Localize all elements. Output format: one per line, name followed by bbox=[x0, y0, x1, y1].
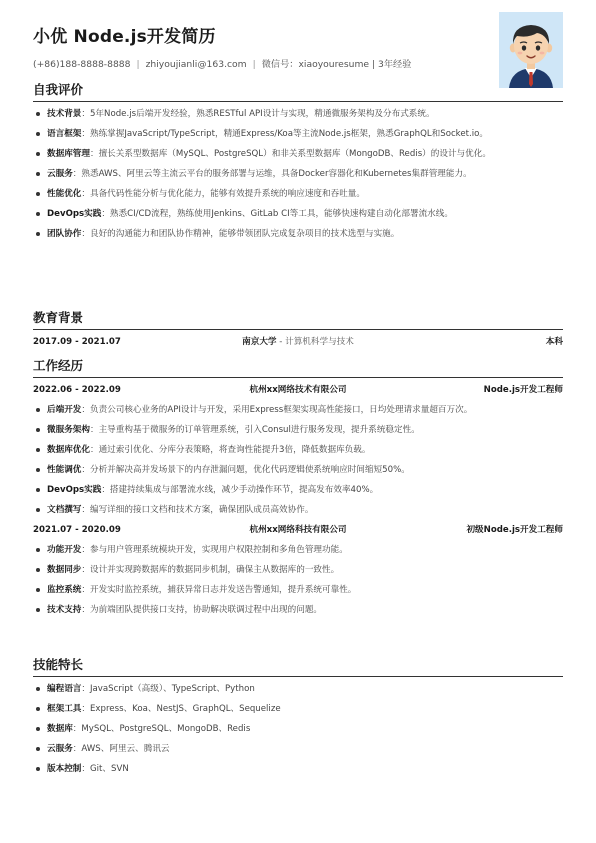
item-label: 团队协作 bbox=[47, 229, 82, 239]
item-label: 性能调优 bbox=[47, 465, 82, 475]
item-text: ：参与用户管理系统模块开发，实现用户权限控制和多角色管理功能。 bbox=[81, 545, 348, 555]
contact-info: (+86)188-8888-8888 | zhiyoujianli@163.com | 微信号：xiaoyouresume | 3年经验 bbox=[33, 59, 412, 70]
list-item bbox=[33, 543, 563, 558]
item-text: ：熟悉CI/CD流程，熟练使用Jenkins、GitLab CI等工具，能够快速构建自动化部署流水线。 bbox=[101, 209, 453, 219]
list-item bbox=[33, 147, 563, 162]
item-label: 数据库管理 bbox=[47, 149, 90, 159]
job-position: Node.js开发工程师 bbox=[483, 385, 563, 395]
item-label: 云服务 bbox=[47, 744, 73, 754]
list-item bbox=[33, 503, 563, 518]
section-title: 自我评价 bbox=[33, 80, 563, 102]
list-item bbox=[33, 127, 563, 142]
item-text: ：5年Node.js后端开发经验，熟悉RESTful API设计与实现，精通微服务架构及分布式系统。 bbox=[81, 109, 435, 119]
education-school-major bbox=[203, 335, 393, 349]
item-text: ：具备代码性能分析与优化能力，能够有效提升系统的响应速度和吞吐量。 bbox=[81, 189, 365, 199]
education-row bbox=[33, 335, 563, 349]
list-item bbox=[33, 463, 563, 478]
list-item bbox=[33, 682, 563, 697]
work-section bbox=[33, 356, 563, 623]
item-text: ：开发实时监控系统，捕获异常日志并发送告警通知，提升系统可靠性。 bbox=[81, 585, 357, 595]
item-label: DevOps实践 bbox=[47, 209, 102, 219]
job-position: 初级Node.js开发工程师 bbox=[466, 525, 563, 535]
item-text: ：负责公司核心业务的API设计与开发，采用Express框架实现高性能接口，日均处理请求量超百万次。 bbox=[81, 405, 473, 415]
item-text: ：主导重构基于微服务的订单管理系统，引入Consul进行服务发现，提升系统稳定性。 bbox=[89, 425, 420, 435]
item-label: DevOps实践 bbox=[47, 485, 102, 495]
job-date: 2021.07 - 2020.09 bbox=[33, 525, 121, 535]
school-name: 南京大学 bbox=[242, 337, 277, 347]
item-label: 微服务架构 bbox=[47, 425, 90, 435]
item-label: 技术背景 bbox=[47, 109, 82, 119]
education-degree: 本科 bbox=[545, 337, 563, 347]
item-text: ：MySQL、PostgreSQL、MongoDB、Redis bbox=[72, 724, 251, 734]
item-label: 版本控制 bbox=[47, 764, 82, 774]
list-item bbox=[33, 227, 563, 242]
job-company: 杭州xx网络技术有限公司 bbox=[249, 385, 347, 395]
section-title: 教育背景 bbox=[33, 308, 563, 330]
job-header bbox=[33, 383, 563, 397]
item-text: ：分析并解决高并发场景下的内存泄漏问题，优化代码逻辑使系统响应时间缩短50%。 bbox=[81, 465, 410, 475]
item-label: 性能优化 bbox=[47, 189, 82, 199]
list-item bbox=[33, 742, 563, 757]
item-text: ：熟练掌握JavaScript/TypeScript，精通Express/Koa等主流Node.js框架，熟悉GraphQL和Socket.io。 bbox=[81, 129, 488, 139]
item-label: 数据库优化 bbox=[47, 445, 90, 455]
list-item bbox=[33, 702, 563, 717]
list-item bbox=[33, 722, 563, 737]
item-text: ：搭建持续集成与部署流水线，减少手动操作环节，提高发布效率40%。 bbox=[101, 485, 379, 495]
job-header bbox=[33, 523, 563, 537]
avatar-illustration bbox=[499, 12, 563, 88]
job-date: 2022.06 - 2022.09 bbox=[33, 385, 121, 395]
item-text: ：擅长关系型数据库（MySQL、PostgreSQL）和非关系型数据库（MongoDB、Redis）的设计与优化。 bbox=[89, 149, 491, 159]
job-duties-list bbox=[33, 543, 563, 618]
skills-list bbox=[33, 682, 563, 777]
list-item bbox=[33, 423, 563, 438]
item-text: ：Git、SVN bbox=[81, 764, 129, 774]
item-label: 云服务 bbox=[47, 169, 73, 179]
list-item bbox=[33, 583, 563, 598]
item-text: ：良好的沟通能力和团队协作精神，能够带领团队完成复杂项目的技术选型与实施。 bbox=[81, 229, 400, 239]
item-text: ：设计并实现跨数据库的数据同步机制，确保主从数据库的一致性。 bbox=[81, 565, 340, 575]
item-label: 数据库 bbox=[47, 724, 73, 734]
resume-title: 小优 Node.js开发简历 bbox=[33, 27, 216, 47]
list-item bbox=[33, 403, 563, 418]
phone-number: (+86)188-8888-8888 bbox=[33, 59, 131, 70]
education-section bbox=[33, 308, 563, 355]
list-item bbox=[33, 443, 563, 458]
education-date: 2017.09 - 2021.07 bbox=[33, 337, 121, 347]
list-item bbox=[33, 167, 563, 182]
item-label: 编程语言 bbox=[47, 684, 82, 694]
item-label: 功能开发 bbox=[47, 545, 82, 555]
job-company: 杭州xx网络科技有限公司 bbox=[249, 525, 347, 535]
major-name: - 计算机科学与技术 bbox=[276, 337, 354, 347]
list-item bbox=[33, 563, 563, 578]
email-address: zhiyoujianli@163.com bbox=[145, 59, 247, 70]
item-text: ：Express、Koa、NestJS、GraphQL、Sequelize bbox=[81, 704, 281, 714]
list-item bbox=[33, 107, 563, 122]
self-evaluation-list bbox=[33, 107, 563, 242]
avatar bbox=[499, 12, 563, 88]
list-item bbox=[33, 207, 563, 222]
item-text: ：为前端团队提供接口支持，协助解决联调过程中出现的问题。 bbox=[81, 605, 323, 615]
wechat-and-experience: 微信号：xiaoyouresume | 3年经验 bbox=[261, 59, 412, 70]
item-label: 语言框架 bbox=[47, 129, 82, 139]
list-item bbox=[33, 483, 563, 498]
list-item bbox=[33, 187, 563, 202]
skills-section bbox=[33, 655, 563, 782]
item-text: ：通过索引优化、分库分表策略，将查询性能提升3倍，降低数据库负载。 bbox=[89, 445, 371, 455]
job-duties-list bbox=[33, 403, 563, 518]
item-label: 框架工具 bbox=[47, 704, 82, 714]
item-text: ：AWS、阿里云、腾讯云 bbox=[72, 744, 170, 754]
item-label: 技术支持 bbox=[47, 605, 82, 615]
item-label: 数据同步 bbox=[47, 565, 82, 575]
section-title: 技能特长 bbox=[33, 655, 563, 677]
item-label: 文档撰写 bbox=[47, 505, 82, 515]
item-text: ：JavaScript（高级）、TypeScript、Python bbox=[81, 684, 255, 694]
item-text: ：编写详细的接口文档和技术方案，确保团队成员高效协作。 bbox=[81, 505, 314, 515]
item-label: 监控系统 bbox=[47, 585, 82, 595]
self-evaluation-section bbox=[33, 80, 563, 247]
item-text: ：熟悉AWS、阿里云等主流云平台的服务部署与运维，具备Docker容器化和Kubernetes集群管理能力。 bbox=[72, 169, 472, 179]
list-item bbox=[33, 603, 563, 618]
list-item bbox=[33, 762, 563, 777]
item-label: 后端开发 bbox=[47, 405, 82, 415]
section-title: 工作经历 bbox=[33, 356, 563, 378]
